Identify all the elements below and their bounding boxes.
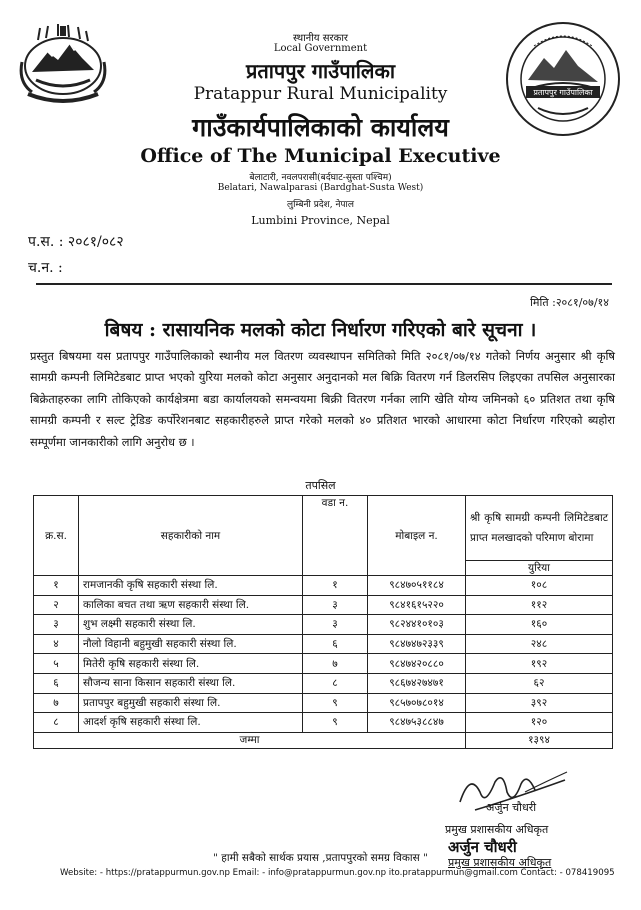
cell-mobile: ९८४१६१५२२०: [368, 595, 466, 615]
stamp-name: अर्जुन चौधरी: [448, 838, 517, 856]
cell-sn: १: [34, 576, 79, 596]
cell-urea: २४८: [466, 634, 613, 654]
header-divider: [36, 283, 612, 285]
cell-name: प्रतापपुर बहुमुखी सहकारी संस्था लि.: [79, 693, 303, 713]
cell-urea: ११२: [466, 595, 613, 615]
notice-subject: बिषय : रासायनिक मलको कोटा निर्धारण गरिएको बारे सूचना ।: [104, 319, 537, 341]
table-row: [34, 615, 613, 635]
total-row: [34, 732, 613, 748]
stamp-title: प्रमुख प्रशासकीय अधिकृत: [448, 856, 552, 869]
cell-mobile: ९८४७५३८८४७: [368, 713, 466, 733]
cell-ward: ३: [303, 615, 368, 635]
province-np: लुम्बिनी प्रदेश, नेपाल: [287, 200, 354, 210]
table-row: [34, 654, 613, 674]
signer-title: प्रमुख प्रशासकीय अधिकृत: [445, 823, 549, 836]
office-name-np: गाउँकार्यपालिकाको कार्यालय: [192, 113, 449, 142]
cell-name: शुभ लक्ष्मी सहकारी संस्था लि.: [79, 615, 303, 635]
cell-name: रामजानकी कृषि सहकारी संस्था लि.: [79, 576, 303, 596]
cell-ward: ७: [303, 654, 368, 674]
cell-name: सौजन्य साना किसान सहकारी संस्था लि.: [79, 673, 303, 693]
total-value: १३९४: [466, 732, 613, 748]
cell-urea: १०८: [466, 576, 613, 596]
cell-urea: ३९२: [466, 693, 613, 713]
table-row: [34, 713, 613, 733]
cell-ward: ९: [303, 693, 368, 713]
cell-mobile: ९८६७४२७४७१: [368, 673, 466, 693]
table-row: [34, 576, 613, 596]
address-en: Belatari, Nawalparasi (Bardghat-Susta West): [217, 183, 424, 193]
cell-urea: ६२: [466, 673, 613, 693]
cell-urea: १६०: [466, 615, 613, 635]
cell-ward: ३: [303, 595, 368, 615]
cell-mobile: ९८४७४७२३३९: [368, 634, 466, 654]
col-mobile-header: मोबाइल न.: [368, 496, 466, 576]
municipality-name-np: प्रतापपुर गाउँपालिका: [245, 59, 396, 83]
address-np: बेलाटारी, नवलपरासी(बर्दघाट-सुस्ता पश्चिम): [249, 173, 392, 183]
letter-number: प.स. : २०८१/०८२: [28, 234, 124, 250]
cell-mobile: ९८४७०५११८४: [368, 576, 466, 596]
cell-sn: ५: [34, 654, 79, 674]
footer-contact: Website: - https://pratappurmun.gov.np Email: - info@pratappurmun.gov.np ito.pratappurmun@gmail.com Contact: - 078419095: [60, 868, 615, 878]
col-quota-header: श्री कृषि सामग्री कम्पनी लिमिटेडबाट प्राप्त मलखादको परिमाण बोरामा: [466, 496, 613, 561]
cell-sn: ३: [34, 615, 79, 635]
municipality-name-en: Pratappur Rural Municipality: [193, 84, 448, 104]
cell-name: कालिका बचत तथा ऋण सहकारी संस्था लि.: [79, 595, 303, 615]
signer-name: अर्जुन चौधरी: [486, 801, 537, 814]
letter-date: मिति :२०८१/०७/१४: [530, 296, 609, 309]
footer-slogan: " हामी सबैको सार्थक प्रयास ,प्रतापपुरको समग्र विकास ": [213, 852, 428, 864]
cell-sn: २: [34, 595, 79, 615]
local-government-np: स्थानीय सरकार: [293, 33, 348, 44]
province-en: Lumbini Province, Nepal: [251, 214, 390, 227]
office-name-en: Office of The Municipal Executive: [140, 145, 501, 167]
table-row: [34, 595, 613, 615]
table-row: [34, 634, 613, 654]
table-row: [34, 693, 613, 713]
total-label: जम्मा: [34, 732, 466, 748]
cell-name: आदर्श कृषि सहकारी संस्था लि.: [79, 713, 303, 733]
cell-name: मितेरी कृषि सहकारी संस्था लि.: [79, 654, 303, 674]
dispatch-number: च.न. :: [28, 260, 63, 276]
col-sn-header: क्र.स.: [34, 496, 79, 576]
cell-sn: ४: [34, 634, 79, 654]
cell-ward: १: [303, 576, 368, 596]
col-urea-header: युरिया: [466, 561, 613, 576]
cell-sn: ८: [34, 713, 79, 733]
seal-text: प्रतापपुर गाउँपालिका: [533, 88, 593, 97]
cell-ward: ८: [303, 673, 368, 693]
cell-urea: १२०: [466, 713, 613, 733]
cell-urea: १९२: [466, 654, 613, 674]
cell-mobile: ९८४७४२०८८०: [368, 654, 466, 674]
table-header-row: [34, 496, 613, 561]
cell-mobile: ९८२४४१०१०३: [368, 615, 466, 635]
quota-table: [33, 495, 613, 749]
cell-sn: ६: [34, 673, 79, 693]
local-government-en: Local Government: [273, 43, 368, 54]
table-row: [34, 673, 613, 693]
cell-name: नौलो विहानी बहुमुखी सहकारी संस्था लि.: [79, 634, 303, 654]
cell-mobile: ९८५७०७८०१४: [368, 693, 466, 713]
col-ward-header: वडा न.: [303, 496, 368, 576]
cell-ward: ९: [303, 713, 368, 733]
col-name-header: सहकारीको नाम: [79, 496, 303, 576]
cell-ward: ६: [303, 634, 368, 654]
notice-body: प्रस्तुत बिषयमा यस प्रतापपुर गाउँपालिकाको स्थानीय मल वितरण व्यवस्थापन समितिको मिति २०८१/०७/१४ गतेको निर्णय अनुसार श्री कृषि सामग्री कम्पनी लिमिटेडबाट प्राप्त भएको युरिया मलको कोटा अनुसार अनुदानको मल बिक्रि वितरण गर्न डिलरसिप लिइएका तपसिल अनुसारका बिक्रेताहरुका लागि तोकिएको कार्यक्षेत्रमा बडा कार्यालयको समन्वयमा बिक्री वितरण गर्नका लागि खेति योग्य जमिनको ६० प्रतिशत तथा कृषि सामग्री कम्पनी र सल्ट ट्रेडिङ कर्पोरेशनबाट सहकारीहरुले प्राप्त गरेको मलको ४० प्रतिशत भारको आधारमा कोटा निर्धारण गरिएको ब्यहोरा सम्पूर्णमा जानकारीको लागि अनुरोध छ ।: [30, 349, 615, 449]
schedule-heading: तपसिल: [305, 479, 336, 492]
cell-sn: ७: [34, 693, 79, 713]
